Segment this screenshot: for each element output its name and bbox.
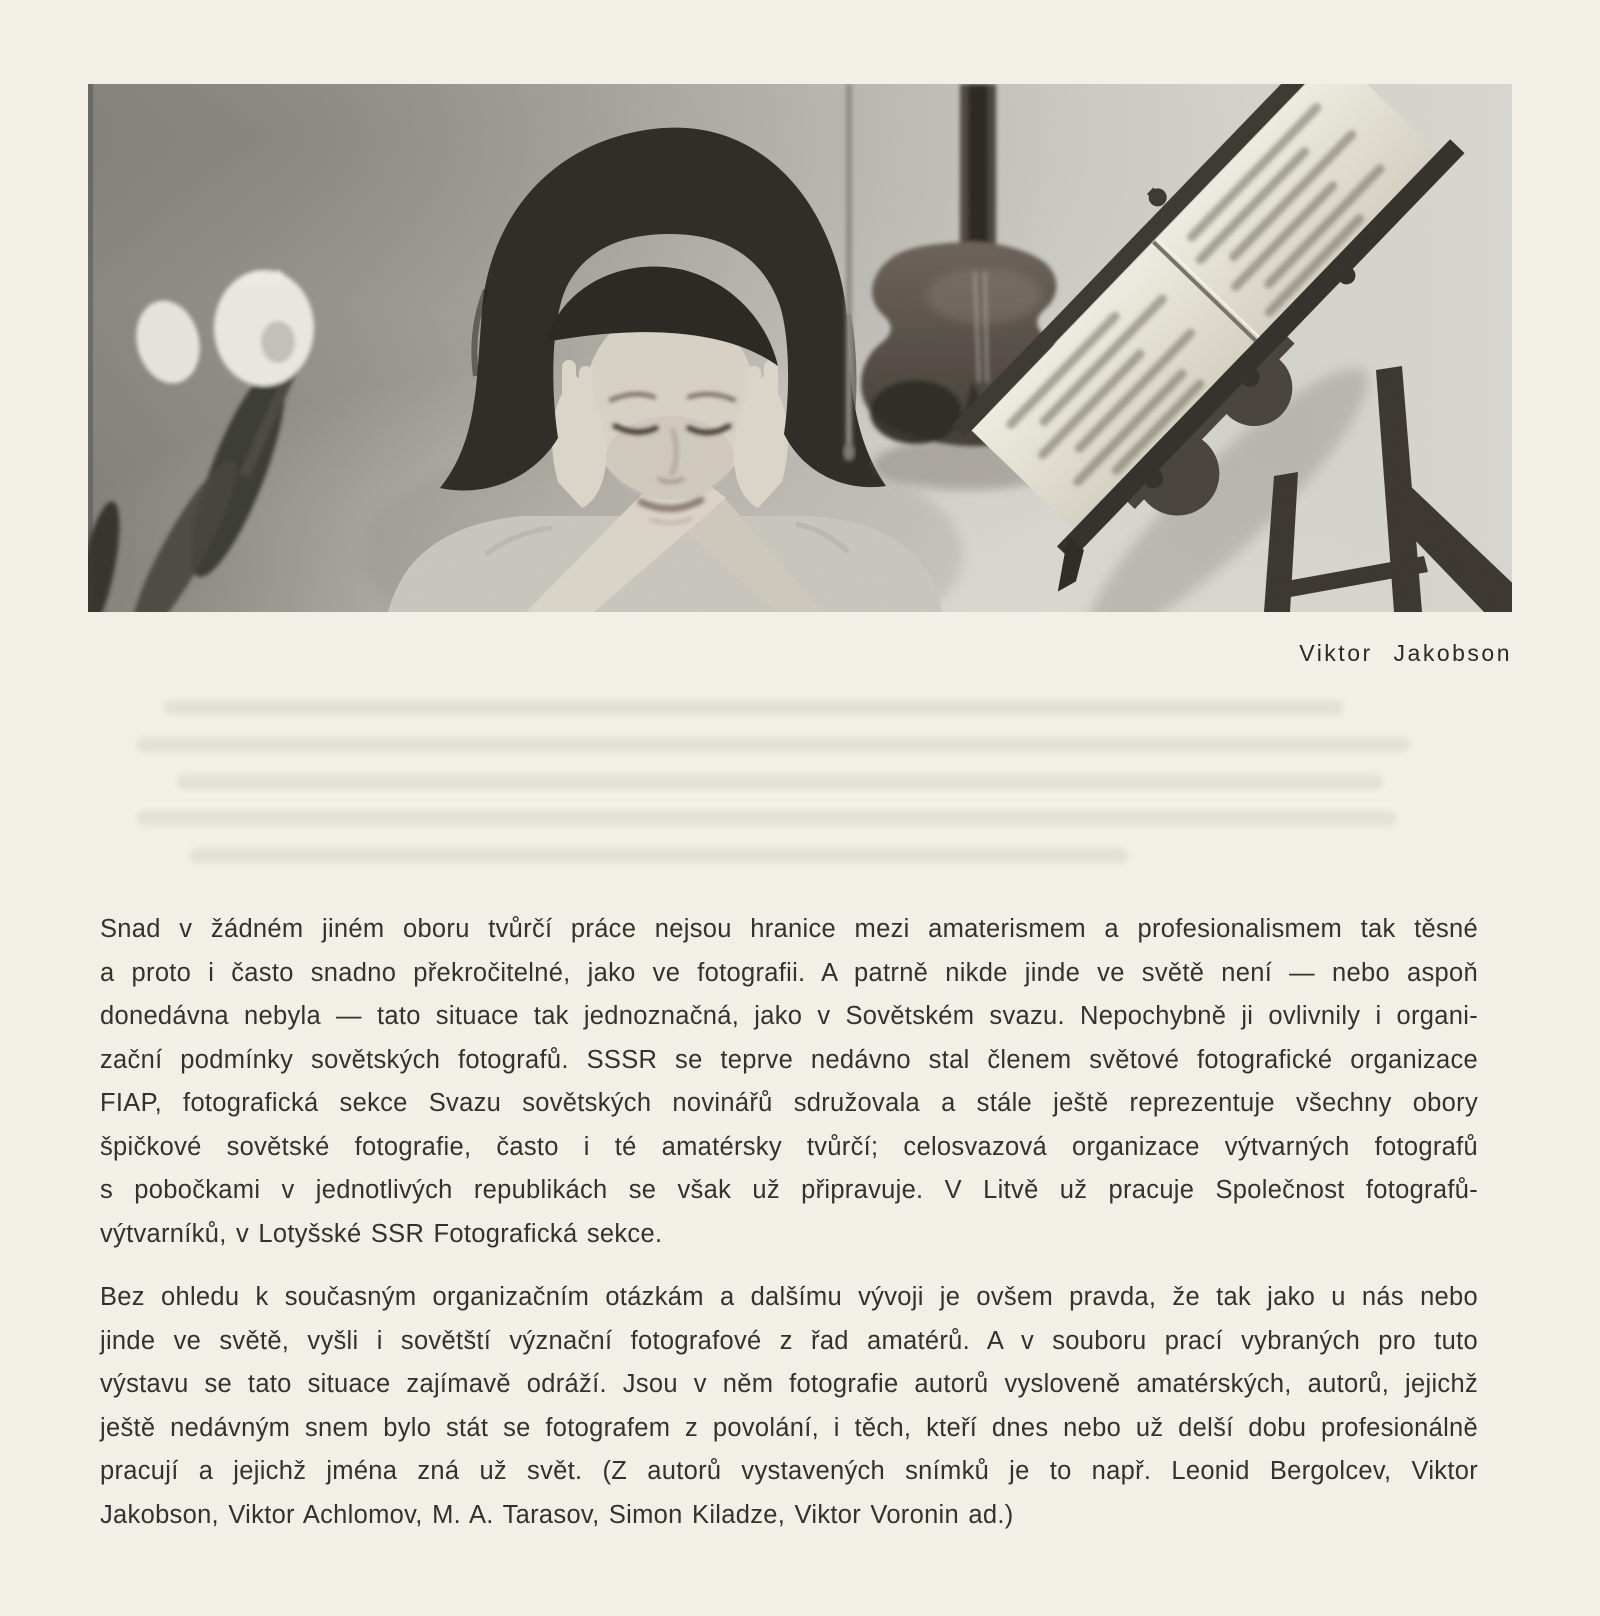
text-line: FIAP, fotografická sekce Svazu sovětských novinářů sdružovala a stále ještě reprezentuje všechny obory [100,1089,1478,1117]
text-line: s pobočkami v jednotlivých republikách se však už připravuje. V Litvě už pracuje Společnost fotografů- [100,1176,1478,1204]
text-line: výtvarníků, v Lotyšské SSR Fotografická sekce. [100,1219,663,1248]
text-line: Bez ohledu k současným organizačním otázkám a dalšímu vývoji je ovšem pravda, že tak jako u nás nebo [100,1283,1478,1311]
text-line: ještě nedávným snem bylo stát se fotografem z povolání, i těch, kteří dnes nebo už delší dobu profesionálně [100,1413,1478,1442]
text-line: a proto i často snadno překročitelné, jako ve fotografii. A patrně nikde jinde ve světě není — nebo aspoň [100,958,1478,987]
grain-overlay [88,84,1512,612]
photo [88,84,1512,612]
text-line: jinde ve světě, vyšli i sovětští význační fotografové z řad amatérů. A v souboru prací vybraných pro tuto [100,1326,1478,1355]
text-line: špičkové sovětské fotografie, často i té amatérsky tvůrčí; celosvazová organizace výtvarných fotografů [100,1132,1478,1161]
text-line: zační podmínky sovětských fotografů. SSSR se teprve nedávno stal členem světové fotografické organizace [100,1045,1478,1074]
text-line: výstavu se tato situace zajímavě odráží. Jsou v něm fotografie autorů vysloveně amatérských, autorů, jejichž [100,1370,1478,1398]
paragraph [100,1276,1478,1537]
text-line: pracují a jejichž jména zná už svět. (Z autorů vystavených snímků je to např. Leonid Bergolcev, Viktor [100,1457,1478,1485]
paragraph [100,908,1478,1256]
article [100,908,1478,1557]
text-line: Snad v žádném jiném oboru tvůrčí práce nejsou hranice mezi amaterismem a profesionalismem tak těsné [100,915,1478,943]
bleed-through-text [110,700,1450,890]
text-line: donedávna nebyla — tato situace tak jednoznačná, jako v Sovětském svazu. Nepochybně ji ovlivnily i organi- [100,1002,1478,1030]
photo-credit: Viktor Jakobson [1299,640,1512,666]
text-line: Jakobson, Viktor Achlomov, M. A. Tarasov, Simon Kiladze, Viktor Voronin ad.) [100,1500,1014,1529]
photo-illustration [88,84,1512,612]
